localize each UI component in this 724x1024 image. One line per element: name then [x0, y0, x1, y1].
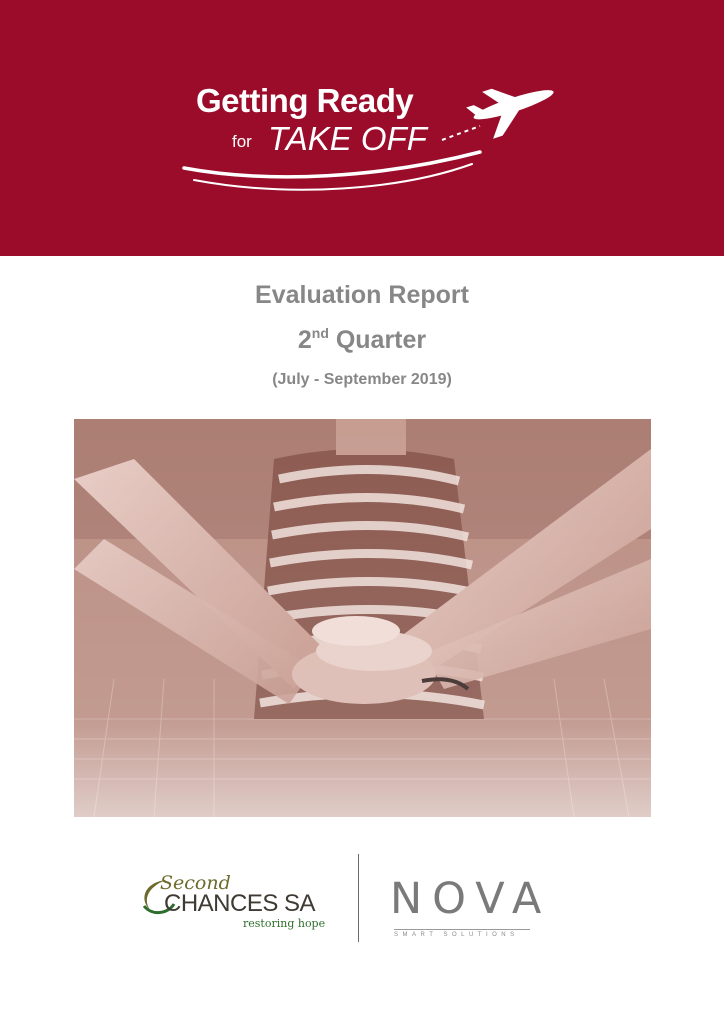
quarter-suffix: nd — [311, 325, 329, 341]
second-chances-word-chances: CHANCES SA — [164, 890, 316, 917]
report-title: Evaluation Report — [255, 281, 469, 309]
nova-wordmark: NOVA — [390, 874, 552, 924]
photo-illustration — [74, 419, 651, 817]
second-chances-word-second: Second — [160, 872, 231, 894]
nova-tagline: SMART SOLUTIONS — [394, 932, 519, 938]
hands-stacked-teamwork-photo — [74, 419, 651, 817]
cover-banner — [0, 0, 724, 256]
logo-divider — [358, 854, 359, 942]
report-period: (July - September 2019) — [272, 371, 452, 388]
logo-takeoff-text: TAKE OFF — [268, 120, 427, 157]
quarter-number: 2 — [297, 326, 312, 354]
report-quarter — [0, 325, 724, 355]
logo-title-line1: Getting Ready — [196, 82, 414, 119]
second-chances-tagline: restoring hope — [243, 917, 326, 930]
partner-logos — [0, 848, 724, 948]
take-off-logo — [180, 82, 560, 212]
nova-underline — [394, 929, 530, 930]
quarter-word: Quarter — [335, 326, 427, 354]
logo-for-text: for — [232, 132, 252, 151]
